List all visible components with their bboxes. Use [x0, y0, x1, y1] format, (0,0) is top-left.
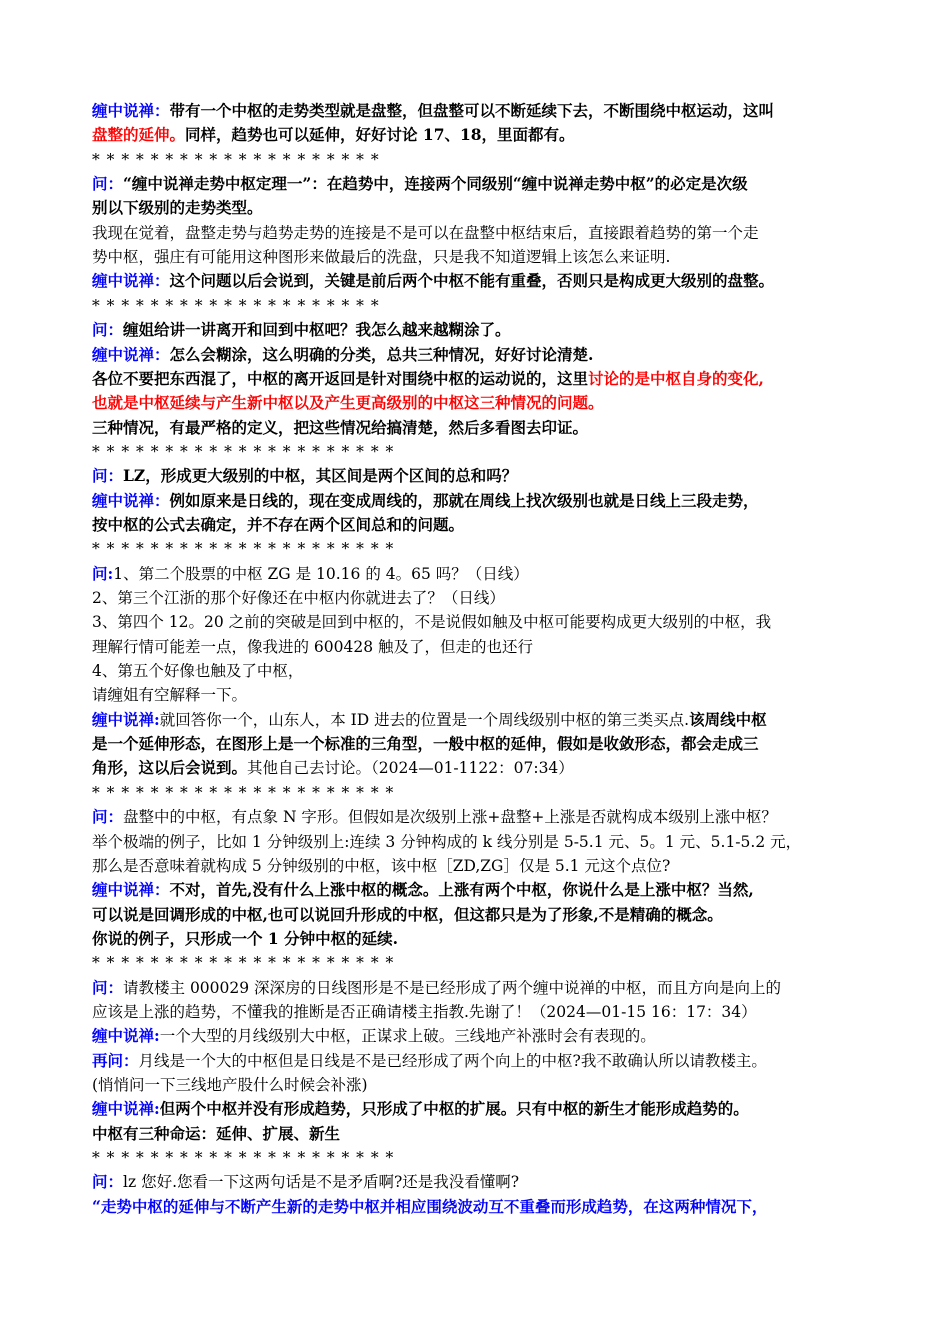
- body-text: lz 您好.您看一下这两句话是不是矛盾啊?还是我没看懂啊?: [123, 1173, 520, 1192]
- body-text: 不对，首先,没有什么上涨中枢的概念。上涨有两个中枢，你说什么是上涨中枢？当然,: [169, 880, 754, 900]
- speaker-label: 缠中说禅:: [92, 709, 160, 729]
- text-line: [92, 781, 872, 805]
- text-line: [92, 123, 872, 147]
- speaker-label: 缠中说禅：: [92, 271, 170, 291]
- text-line: [92, 172, 872, 196]
- speaker-label: 问：: [92, 174, 124, 194]
- body-text: 三种情况，有最严格的定义，把这些情况给搞清楚，然后多看图去印证。: [92, 417, 589, 437]
- text-line: [92, 440, 872, 464]
- text-line: [92, 416, 872, 440]
- separator-stars: * * * * * * * * * * * * * * * * * * * * *: [92, 1149, 395, 1168]
- body-text: 别以下级别的走势类型。: [92, 198, 263, 218]
- separator-stars: * * * * * * * * * * * * * * * * * * * * *: [92, 540, 395, 559]
- speaker-label: 问：: [92, 466, 124, 486]
- body-text: 同样，趋势也可以延伸，好好讨论 17、18，里面都有。: [185, 125, 575, 145]
- speaker-label: 问：: [92, 807, 124, 827]
- speaker-label: 缠中说禅：: [92, 101, 170, 120]
- text-line: [92, 367, 872, 391]
- body-text: 2、第三个江浙的那个好像还在中枢内你就进去了？（日线）: [92, 589, 505, 607]
- body-text: 4、第五个好像也触及了中枢，: [92, 662, 304, 681]
- text-line: [92, 878, 872, 902]
- text-line: [92, 318, 872, 342]
- body-text: 盘整中的中枢，有点象 N 字形。但假如是次级别上涨+盘整+上涨是否就构成本级别上涨中枢？: [123, 808, 777, 827]
- speaker-label: 问:: [92, 563, 114, 583]
- text-line: [92, 269, 872, 293]
- speaker-label: 再问：: [92, 1050, 139, 1070]
- text-line: [92, 294, 872, 318]
- separator-stars: * * * * * * * * * * * * * * * * * * * * *: [92, 954, 395, 973]
- text-line: [92, 464, 872, 488]
- text-line: [92, 537, 872, 561]
- text-line: [92, 732, 872, 756]
- text-line: [92, 830, 872, 854]
- highlight-text: 也就是中枢延续与产生新中枢以及产生更高级别的中枢这三种情况的问题。: [92, 393, 604, 413]
- speaker-label: 缠中说禅：: [92, 490, 170, 510]
- text-line: [92, 1146, 872, 1170]
- text-line: [92, 1170, 872, 1194]
- text-line: [92, 489, 872, 513]
- text-line: [92, 854, 872, 878]
- highlight-text: 盘整的延伸。: [92, 125, 186, 145]
- body-text: 其他自己去讨论。（2024—01-1122：07:34）: [247, 759, 574, 778]
- body-text: 理解行情可能差一点，像我进的 600428 触及了，但走的也还行: [92, 637, 534, 656]
- text-line: [92, 221, 872, 245]
- body-text: LZ，形成更大级别的中枢，其区间是两个区间的总和吗？: [123, 466, 518, 486]
- body-text: 但两个中枢并没有形成趋势，只形成了中枢的扩展。只有中枢的新生才能形成趋势的。: [159, 1099, 749, 1119]
- body-text: 3、第四个 12。20 之前的突破是回到中枢的，不是说假如触及中枢可能要构成更大级别的中枢，我: [92, 613, 772, 632]
- body-text: 各位不要把东西混了，中枢的离开返回是针对围绕中枢的运动说的，这里: [92, 368, 589, 388]
- body-text: 带有一个中枢的走势类型就是盘整，但盘整可以不断延续下去，不断围绕中枢运动，这叫: [169, 101, 775, 120]
- text-line: [92, 513, 872, 537]
- text-line: [92, 756, 872, 780]
- text-line: [92, 708, 872, 732]
- text-line: [92, 562, 872, 586]
- separator-stars: * * * * * * * * * * * * * * * * * * * * *: [92, 783, 395, 802]
- body-text: 举个极端的例子，比如 1 分钟级别上:连续 3 分钟构成的 k 线分别是 5-5.1 元、5。1 元、5.1-5.2 元，: [92, 832, 802, 851]
- speaker-label: 缠中说禅:: [92, 1099, 160, 1119]
- separator-stars: * * * * * * * * * * * * * * * * * * * *: [92, 296, 380, 315]
- speaker-label: 问：: [92, 320, 124, 340]
- body-text: “缠中说禅走势中枢定理一”：在趋势中，连接两个同级别“缠中说禅走势中枢”的必定是次级: [123, 174, 748, 194]
- text-line: [92, 951, 872, 975]
- text-line: [92, 1049, 872, 1073]
- text-line: [92, 903, 872, 927]
- speaker-label: “走势中枢的延伸与不断产生新的走势中枢并相应围绕波动互不重叠而形成趋势，在这两种情况下，: [92, 1196, 768, 1216]
- separator-stars: * * * * * * * * * * * * * * * * * * * * *: [92, 442, 395, 461]
- body-text: 怎么会糊涂，这么明确的分类，总共三种情况，好好讨论清楚.: [169, 344, 594, 364]
- text-line: [92, 1073, 872, 1097]
- text-line: [92, 391, 872, 415]
- text-line: [92, 635, 872, 659]
- text-line: [92, 683, 872, 707]
- text-line: [92, 1195, 872, 1219]
- body-text: 例如原来是日线的，现在变成周线的，那就在周线上找次级别也就是日线上三段走势，: [169, 490, 759, 510]
- body-text: 势中枢，强庄有可能用这种图形来做最后的洗盘，只是我不知道逻辑上该怎么来证明.: [92, 248, 671, 267]
- body-text: 请教楼主 000029 深深房的日线图形是不是已经形成了两个缠中说禅的中枢，而且方向是向上的: [123, 978, 782, 997]
- body-text: 按中枢的公式去确定，并不存在两个区间总和的问题。: [92, 514, 465, 534]
- body-text: 可以说是回调形成的中枢,也可以说回升形成的中枢，但这都只是为了形象,不是精确的概念。: [92, 904, 723, 924]
- text-line: [92, 610, 872, 634]
- text-line: [92, 1024, 872, 1048]
- body-text: 那么是否意味着就构成 5 分钟级别的中枢，该中枢［ZD,ZG］仅是 5.1 元这个点位?: [92, 856, 671, 875]
- text-line: [92, 245, 872, 269]
- body-text: 一个大型的月线级别大中枢，正谋求上破。三线地产补涨时会有表现的。: [159, 1027, 656, 1046]
- body-text: 就回答你一个，山东人，本 ID 进去的位置是一个周线级别中枢的第三类买点.: [159, 710, 690, 729]
- speaker-label: 问：: [92, 1172, 124, 1192]
- text-line: [92, 659, 872, 683]
- text-line: [92, 805, 872, 829]
- text-line: [92, 196, 872, 220]
- body-text: 中枢有三种命运：延伸、扩展、新生: [92, 1123, 341, 1143]
- text-line: [92, 927, 872, 951]
- text-line: [92, 343, 872, 367]
- text-line: [92, 1122, 872, 1146]
- body-text: 是一个延伸形态，在图形上是一个标准的三角型，一般中枢的延伸，假如是收敛形态，都会走成三: [92, 734, 759, 754]
- speaker-label: 缠中说禅：: [92, 880, 170, 900]
- body-text: 月线是一个大的中枢但是日线是不是已经形成了两个向上的中枢?我不敢确认所以请教楼主。: [138, 1051, 767, 1070]
- body-text: 该周线中枢: [689, 709, 767, 729]
- text-line: [92, 586, 872, 610]
- body-text: 缠姐给讲一讲离开和回到中枢吧？我怎么越来越糊涂了。: [123, 320, 511, 340]
- body-text: 请缠姐有空解释一下。: [92, 686, 248, 705]
- speaker-label: 问：: [92, 977, 124, 997]
- separator-stars: * * * * * * * * * * * * * * * * * * * *: [92, 150, 380, 169]
- text-line: [92, 99, 872, 123]
- body-text: 应该是上涨的趋势，不懂我的推断是否正确请楼主指教.先谢了！（2024—01-15 16：17：34）: [92, 1002, 757, 1021]
- highlight-text: 讨论的是中枢自身的变化,: [588, 368, 764, 388]
- body-text: 这个问题以后会说到，关键是前后两个中枢不能有重叠，否则只是构成更大级别的盘整。: [169, 271, 775, 291]
- body-text: 你说的例子，只形成一个 1 分钟中枢的延续.: [92, 928, 398, 948]
- body-text: 我现在觉着，盘整走势与趋势走势的连接是不是可以在盘整中枢结束后，直接跟着趋势的第一个走: [92, 223, 759, 242]
- body-text: 角形，这以后会说到。: [92, 758, 248, 778]
- speaker-label: 缠中说禅：: [92, 344, 170, 364]
- speaker-label: 缠中说禅:: [92, 1026, 160, 1046]
- text-line: [92, 976, 872, 1000]
- body-text: (悄悄问一下三线地产股什么时候会补涨): [92, 1076, 368, 1094]
- text-line: [92, 148, 872, 172]
- text-line: [92, 1000, 872, 1024]
- text-line: [92, 1097, 872, 1121]
- body-text: 1、第二个股票的中枢 ZG 是 10.16 的 4。65 吗？（日线）: [113, 564, 529, 583]
